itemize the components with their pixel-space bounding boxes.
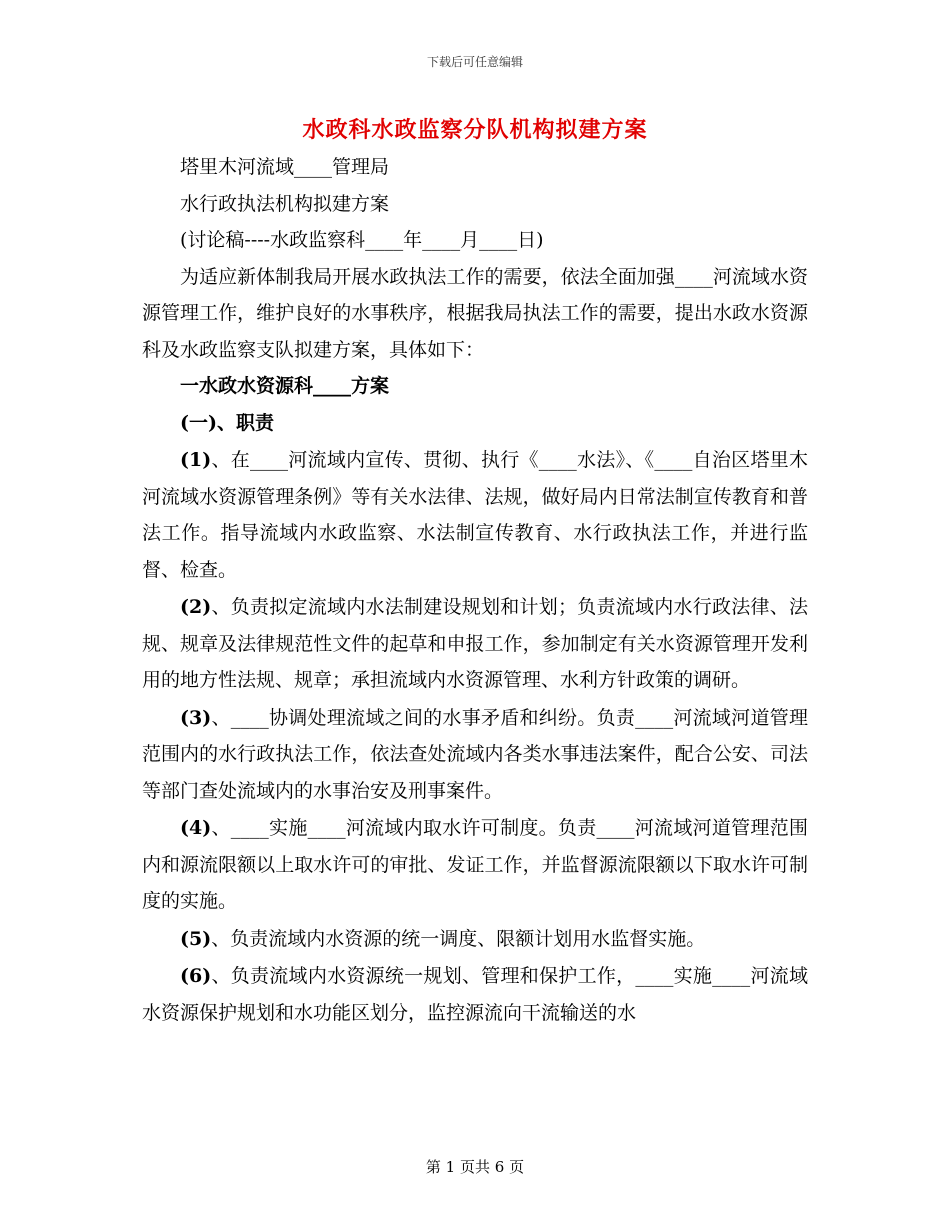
section-heading: 一水政水资源科____方案 [180, 375, 390, 397]
item-number: (2) [180, 596, 212, 618]
intro-paragraph: 为适应新体制我局开展水政执法工作的需要，依法全面加强____河流域水资源管理工作，维护良好的水事秩序，根据我局执法工作的需要，提出水政水资源科及水政监察支队拟建方案，具体如下： [142, 265, 808, 361]
duty-item-6 [142, 958, 808, 1031]
item-text: 、____协调处理流域之间的水事矛盾和纠纷。负责____河流域河道管理范围内的水行政执法工作，依法查处流域内各类水事违法案件，配合公安、司法等部门查处流域内的水事治安及刑事案件。 [142, 706, 808, 802]
item-text: 、负责流域内水资源的统一调度、限额计划用水监督实施。 [211, 927, 706, 950]
item-text: 、在____河流域内宣传、贯彻、执行《____水法》、《____自治区塔里木河流域水资源管理条例》等有关水法律、法规，做好局内日常法制宣传教育和普法工作。指导流域内水政监察、水法制宣传教育、水行政执法工作，并进行监督、检查。 [142, 449, 808, 581]
page-footer: 第 1 页共 6 页 [425, 1158, 525, 1176]
item-number: (5) [180, 927, 212, 950]
item-text: 、____实施____河流域内取水许可制度。负责____河流域河道管理范围内和源流限额以上取水许可的审批、发证工作，并监督源流限额以下取水许可制度的实施。 [142, 817, 808, 912]
document-body [142, 149, 808, 1031]
duty-item-3 [142, 700, 808, 810]
item-text: 、负责流域内水资源统一规划、管理和保护工作，____实施____河流域水资源保护规划和水功能区划分，监控源流向干流输送的水 [142, 965, 808, 1024]
bureau-line: 塔里木河流域____管理局 [180, 156, 390, 178]
item-number: (1) [180, 449, 212, 471]
duty-item-1 [142, 442, 808, 588]
draft-line: (讨论稿----水政监察科____年____月____日) [180, 229, 544, 251]
item-number: (6) [180, 965, 212, 987]
duty-item-2 [142, 589, 808, 699]
item-text: 、负责拟定流域内水法制建设规划和计划；负责流域内水行政法律、法规、规章及法律规范性文件的起草和申报工作，参加制定有关水资源管理开发利用的地方性法规、规章；承担流域内水资源管理、水利方针政策的调研。 [142, 596, 808, 691]
item-number: (4) [180, 817, 212, 839]
item-number: (3) [180, 706, 212, 729]
duty-item-5 [142, 921, 808, 958]
subsection-heading: (一)、职责 [180, 411, 274, 434]
plan-line: 水行政执法机构拟建方案 [180, 192, 390, 215]
duty-item-4 [142, 810, 808, 920]
header-note: 下载后可任意编辑 [426, 55, 523, 69]
document-title: 水政科水政监察分队机构拟建方案 [302, 117, 648, 143]
